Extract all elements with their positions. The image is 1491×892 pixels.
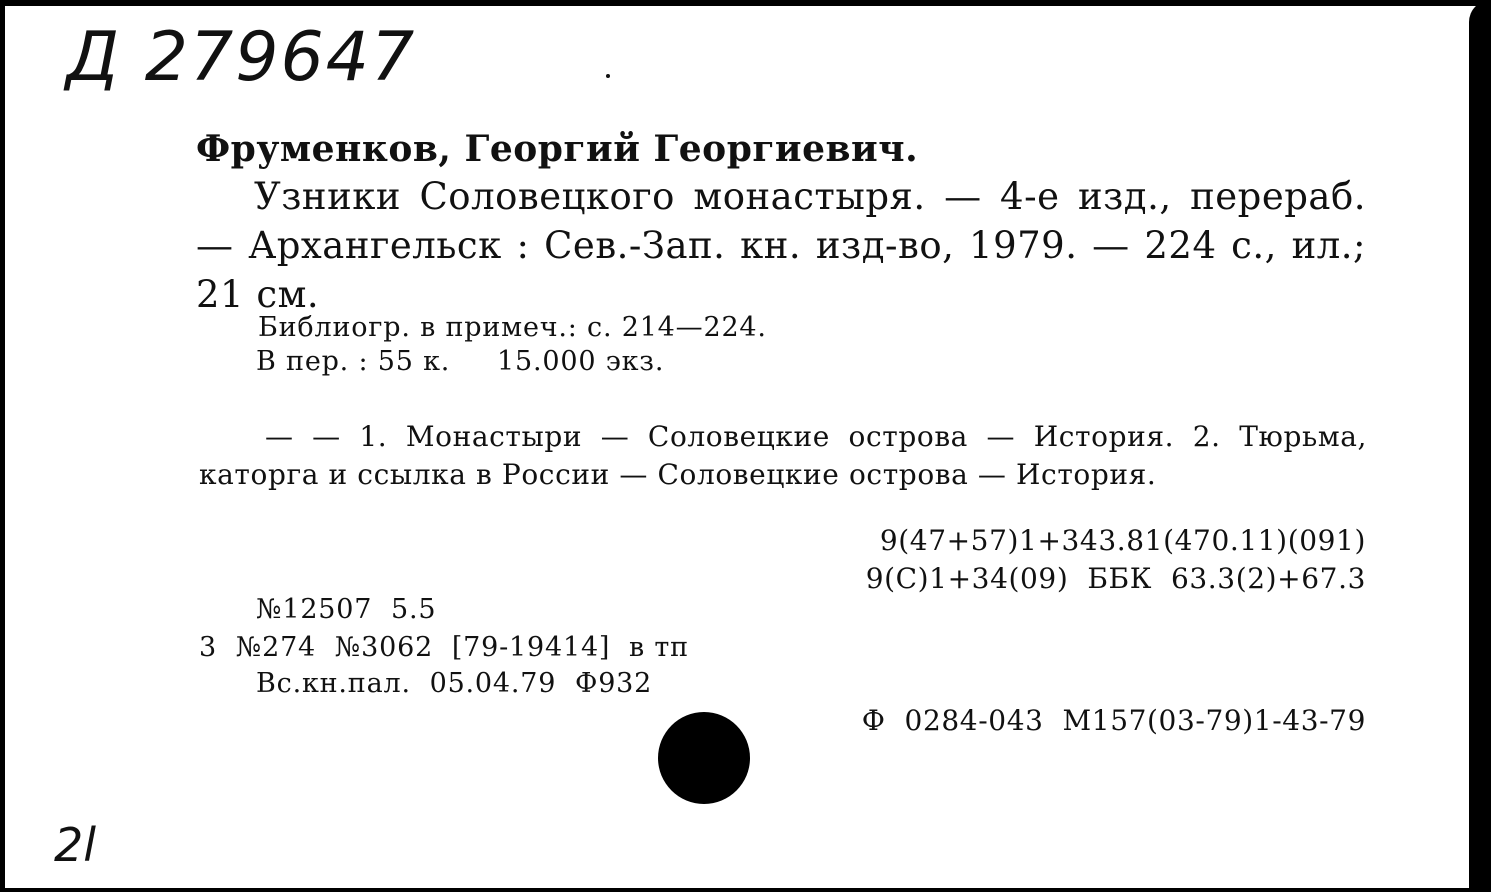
title-description: Узники Соловецкого монастыря. — 4-е изд., перераб. — Архангельск : Сев.-Зап. кн. изд-во, 1979. — 224 с., ил.; 21 см.	[196, 175, 1366, 316]
scan-border-left	[0, 0, 5, 892]
scan-border-right	[1469, 0, 1491, 892]
bibliography-note: Библиогр. в примеч.: с. 214—224.	[258, 312, 767, 343]
scan-border-top	[0, 0, 1491, 6]
author-heading: Фруменков, Георгий Георгиевич.	[196, 128, 919, 170]
corner-handwritten-mark: 2l	[54, 818, 97, 872]
price-print-run: В пер. : 55 к. 15.000 экз.	[256, 346, 665, 377]
udc-code: 9(47+57)1+343.81(470.11)(091)	[879, 524, 1366, 557]
catalog-code: Ф 0284-043 М157(03-79)1-43-79	[861, 704, 1366, 737]
bbk-code: 9(С)1+34(09) ББК 63.3(2)+67.3	[865, 562, 1366, 595]
scan-border-bottom	[0, 888, 1491, 892]
number-line: №12507 5.5	[256, 594, 437, 625]
punch-hole	[658, 712, 750, 804]
handwritten-id: Д 279647	[66, 18, 417, 97]
registry-line: 3 №274 №3062 [79-19414] в тп	[199, 632, 689, 663]
ink-dot	[606, 74, 610, 78]
book-chamber-line: Вс.кн.пал. 05.04.79 Ф932	[256, 668, 653, 699]
subject-headings: — — 1. Монастыри — Соловецкие острова — История. 2. Тюрьма, каторга и ссылка в России — Соловецкие острова — История.	[199, 420, 1367, 491]
